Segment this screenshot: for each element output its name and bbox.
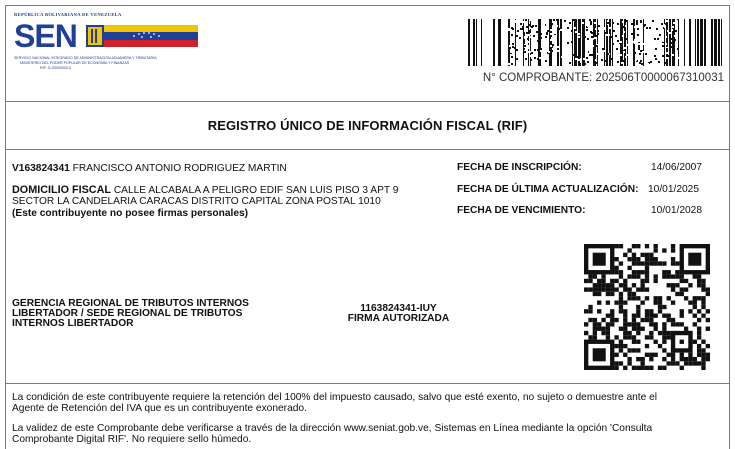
firmas-note: (Este contribuyente no posee firmas personales) — [12, 208, 249, 219]
firma-code: 1163824341-IUY — [360, 303, 437, 314]
actualizacion-value: 10/01/2025 — [648, 184, 699, 195]
inscripcion-value: 14/06/2007 — [651, 162, 702, 173]
barcode-icon — [468, 19, 722, 66]
logo-sub-lines: SERVICIO NACIONAL INTEGRADO DE ADMINISTRACIÓN ADUANERA Y TRIBUTARIA MINISTERIO DEL PODER POPULAR DE ECONOMÍA Y FINANZAS RIF: G-20000303-0 — [14, 56, 157, 70]
flag-icon — [86, 25, 198, 47]
inscripcion-label: FECHA DE INSCRIPCIÓN: — [457, 162, 582, 173]
seniat-logo — [14, 12, 214, 72]
validez-note: La validez de este Comprobante debe verificarse a través de la dirección www.seniat.gob.ve, Sistemas en Línea mediante la opción 'Consulta Comprobante Digital RIF'. No requiere sello húmedo. — [12, 423, 653, 445]
vencimiento-value: 10/01/2028 — [651, 205, 702, 216]
contribuyente-id — [12, 163, 287, 174]
certificate-body: V163824341 FRANCISCO ANTONIO RODRIGUEZ MARTIN DOMICILIO FISCAL CALLE ALCABALA A PELIGRO EDIF SAN LUIS PISO 3 APT 9 SECTOR LA CANDELARIA CARACAS DISTRITO CAPITAL ZONA POSTAL 1010 (Este contribuyente no posee firmas personales) FECHA DE INSCRIPCIÓN: 14/06/2007 FECHA DE ÚLTIMA ACTUALIZACIÓN: 10/01/2025 FECHA DE VENCIMIENTO: 10/01/2028 GERENCIA REGIONAL DE TRIBUTOS INTERNOS LIBERTADOR / SEDE REGIONAL DE TRIBUTOS INTERNOS LIBERTADOR 1163824341-IUY FIRMA AUTORIZADA — [6, 150, 729, 384]
comprobante-number: N° COMPROBANTE: 202506T0000067310031 — [482, 72, 724, 84]
logo-word: SEN — [14, 18, 77, 54]
domicilio-line-2: SECTOR LA CANDELARIA CARACAS DISTRITO CAPITAL ZONA POSTAL 1010 — [12, 196, 381, 207]
logo-top-line: REPÚBLICA BOLIVARIANA DE VENEZUELA — [14, 12, 122, 17]
actualizacion-label: FECHA DE ÚLTIMA ACTUALIZACIÓN: — [457, 184, 639, 195]
document-title: REGISTRO ÚNICO DE INFORMACIÓN FISCAL (RIF) — [6, 102, 729, 150]
rif-number: V163824341 — [12, 163, 70, 174]
retencion-note: La condición de este contribuyente requiere la retención del 100% del impuesto causado, salvo que esté exento, no sujeto o demuestre ante el Agente de Retención del IVA que es un contribuyente exonerado. — [12, 392, 658, 414]
firma-label: FIRMA AUTORIZADA — [347, 313, 450, 324]
vencimiento-label: FECHA DE VENCIMIENTO: — [457, 205, 586, 216]
rif-certificate — [5, 5, 730, 449]
certificate-header — [6, 6, 729, 102]
contribuyente-name: FRANCISCO ANTONIO RODRIGUEZ MARTIN — [72, 163, 287, 174]
domicilio-line-1: DOMICILIO FISCAL CALLE ALCABALA A PELIGRO EDIF SAN LUIS PISO 3 APT 9 — [12, 184, 399, 196]
qr-code-icon — [584, 244, 710, 370]
